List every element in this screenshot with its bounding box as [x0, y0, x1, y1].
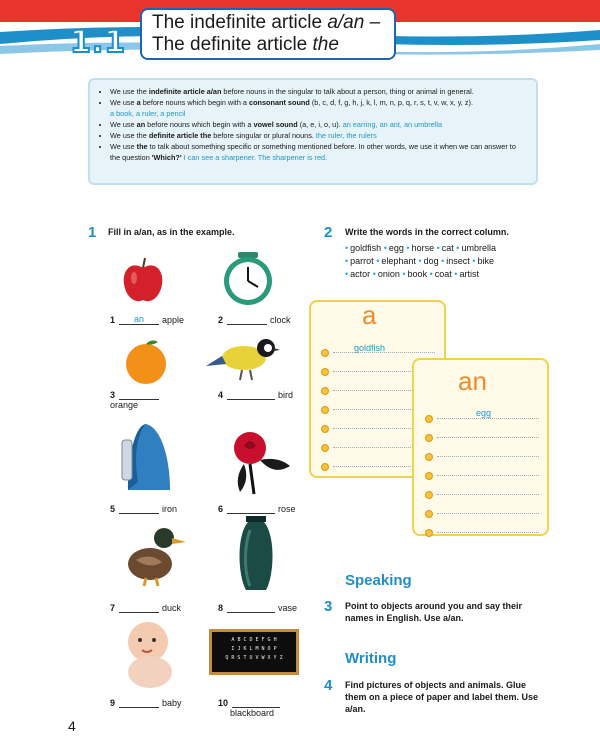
answer-line[interactable]: [437, 532, 539, 533]
item-10: 10 blackboard: [218, 697, 283, 718]
vase-picture: [236, 516, 276, 592]
iron-picture: [118, 420, 174, 494]
title-line-2: The definite article the: [152, 34, 339, 55]
answer-line[interactable]: [437, 513, 539, 514]
row-bullet: [425, 434, 433, 442]
card-an-first-word: egg: [476, 408, 492, 418]
title-line-1: The indefinite article a/an –: [152, 12, 381, 33]
item-1: 1 an apple: [110, 314, 185, 325]
rose-picture: [224, 426, 294, 496]
row-bullet: [425, 510, 433, 518]
word-bank-line-2: • parrot • elephant • dog • insect • bike: [345, 256, 494, 266]
row-bullet: [321, 349, 329, 357]
answer-blank-2[interactable]: [227, 314, 267, 325]
rule-4-example: the ruler, the rulers: [315, 131, 377, 140]
rule-2: • We use a before nouns which begin with a consonant sound (b, c, d, f, g, h, j, k, l, m, n, p, q, r, s, t, v, w, x, y, z). a book, a ruler, a pencil: [110, 97, 528, 119]
item-6: 6 rose: [218, 504, 296, 514]
rule-5: • We use the to talk about something specific or something mentioned before. In other words, we use it when we can answer to the question 'Which?' I can see a sharpener. The sharpener is red.: [110, 141, 528, 163]
bird-picture: [206, 334, 282, 384]
speaking-title: Speaking: [345, 572, 412, 589]
card-a-first-word: goldfish: [354, 343, 386, 353]
item-8: 8 vase: [218, 603, 298, 613]
rule-5-example: I can see a sharpener. The sharpener is red.: [183, 153, 328, 162]
rule-2-example: a book, a ruler, a pencil: [110, 109, 186, 118]
rule-3-example: an earring, an ant, an umbrella: [342, 120, 443, 129]
answer-line[interactable]: [437, 456, 539, 457]
unit-number: 1.1: [70, 25, 127, 60]
row-bullet: [425, 529, 433, 537]
exercise-2-number: 2: [324, 224, 333, 241]
answer-blank-1[interactable]: an: [119, 314, 159, 325]
answer-line[interactable]: [333, 352, 435, 353]
word-bank-line-3: • actor • onion • book • coat • artist: [345, 269, 479, 279]
exercise-3-number: 3: [324, 598, 333, 615]
exercise-1-number: 1: [88, 224, 97, 241]
answer-blank-5[interactable]: [119, 503, 159, 514]
answer-blank-6[interactable]: [227, 503, 275, 514]
answer-line[interactable]: [437, 475, 539, 476]
answer-blank-8[interactable]: [227, 602, 275, 613]
row-bullet: [425, 472, 433, 480]
page-number: 4: [68, 718, 76, 734]
orange-picture: [124, 338, 168, 386]
duck-picture: [122, 522, 188, 588]
exercise-4-number: 4: [324, 677, 333, 694]
answer-blank-3[interactable]: [119, 389, 159, 400]
blackboard-picture: A B C D E F G H I J K L M N O P Q R S T U V W X Y Z: [209, 629, 299, 675]
row-bullet: [425, 453, 433, 461]
row-bullet: [321, 425, 329, 433]
rule-1: • We use the indefinite article a/an before nouns in the singular to talk about a person, thing or animal in general.: [110, 86, 528, 97]
rule-4: • We use the definite article the before singular or plural nouns. the ruler, the rulers: [110, 130, 528, 141]
row-bullet: [425, 415, 433, 423]
item-2: 2 clock: [218, 315, 291, 325]
word-bank-line-1: • goldfish • egg • horse • cat • umbrella: [345, 243, 496, 253]
rule-3: • We use an before nouns which begin with a vowel sound (a, e, i, o, u). an earring, an ant, an umbrella: [110, 119, 528, 130]
answer-line[interactable]: [437, 437, 539, 438]
row-bullet: [321, 387, 329, 395]
baby-picture: [118, 618, 182, 690]
answer-blank-9[interactable]: [119, 697, 159, 708]
exercise-1-instruction: Fill in a/an, as in the example.: [108, 227, 235, 237]
page-title: [140, 8, 396, 60]
item-3: 3 orange: [110, 389, 162, 410]
item-5: 5 iron: [110, 504, 178, 514]
row-bullet: [425, 491, 433, 499]
clock-picture: [222, 252, 274, 306]
card-a-heading: a: [362, 300, 377, 330]
word-bank: [345, 242, 575, 281]
grammar-rules-box: [88, 78, 538, 185]
writing-title: Writing: [345, 650, 397, 667]
answer-blank-4[interactable]: [227, 389, 275, 400]
exercise-3-instruction: Point to objects around you and say their names in English. Use a/an.: [345, 601, 523, 623]
row-bullet: [321, 368, 329, 376]
answer-blank-10[interactable]: [232, 697, 280, 708]
row-bullet: [321, 406, 329, 414]
answer-blank-7[interactable]: [119, 602, 159, 613]
card-an-heading: an: [458, 366, 487, 396]
row-bullet: [321, 444, 329, 452]
exercise-4-instruction: Find pictures of objects and animals. Glue them on a piece of paper and label them. Use a/an.: [345, 680, 539, 714]
item-7: 7 duck: [110, 603, 182, 613]
answer-line[interactable]: [437, 494, 539, 495]
item-4: 4 bird: [218, 390, 294, 400]
apple-picture: [122, 256, 164, 304]
row-bullet: [321, 463, 329, 471]
answer-line[interactable]: [437, 418, 539, 419]
item-9: 9 baby: [110, 698, 182, 708]
exercise-2-instruction: Write the words in the correct column.: [345, 227, 509, 237]
